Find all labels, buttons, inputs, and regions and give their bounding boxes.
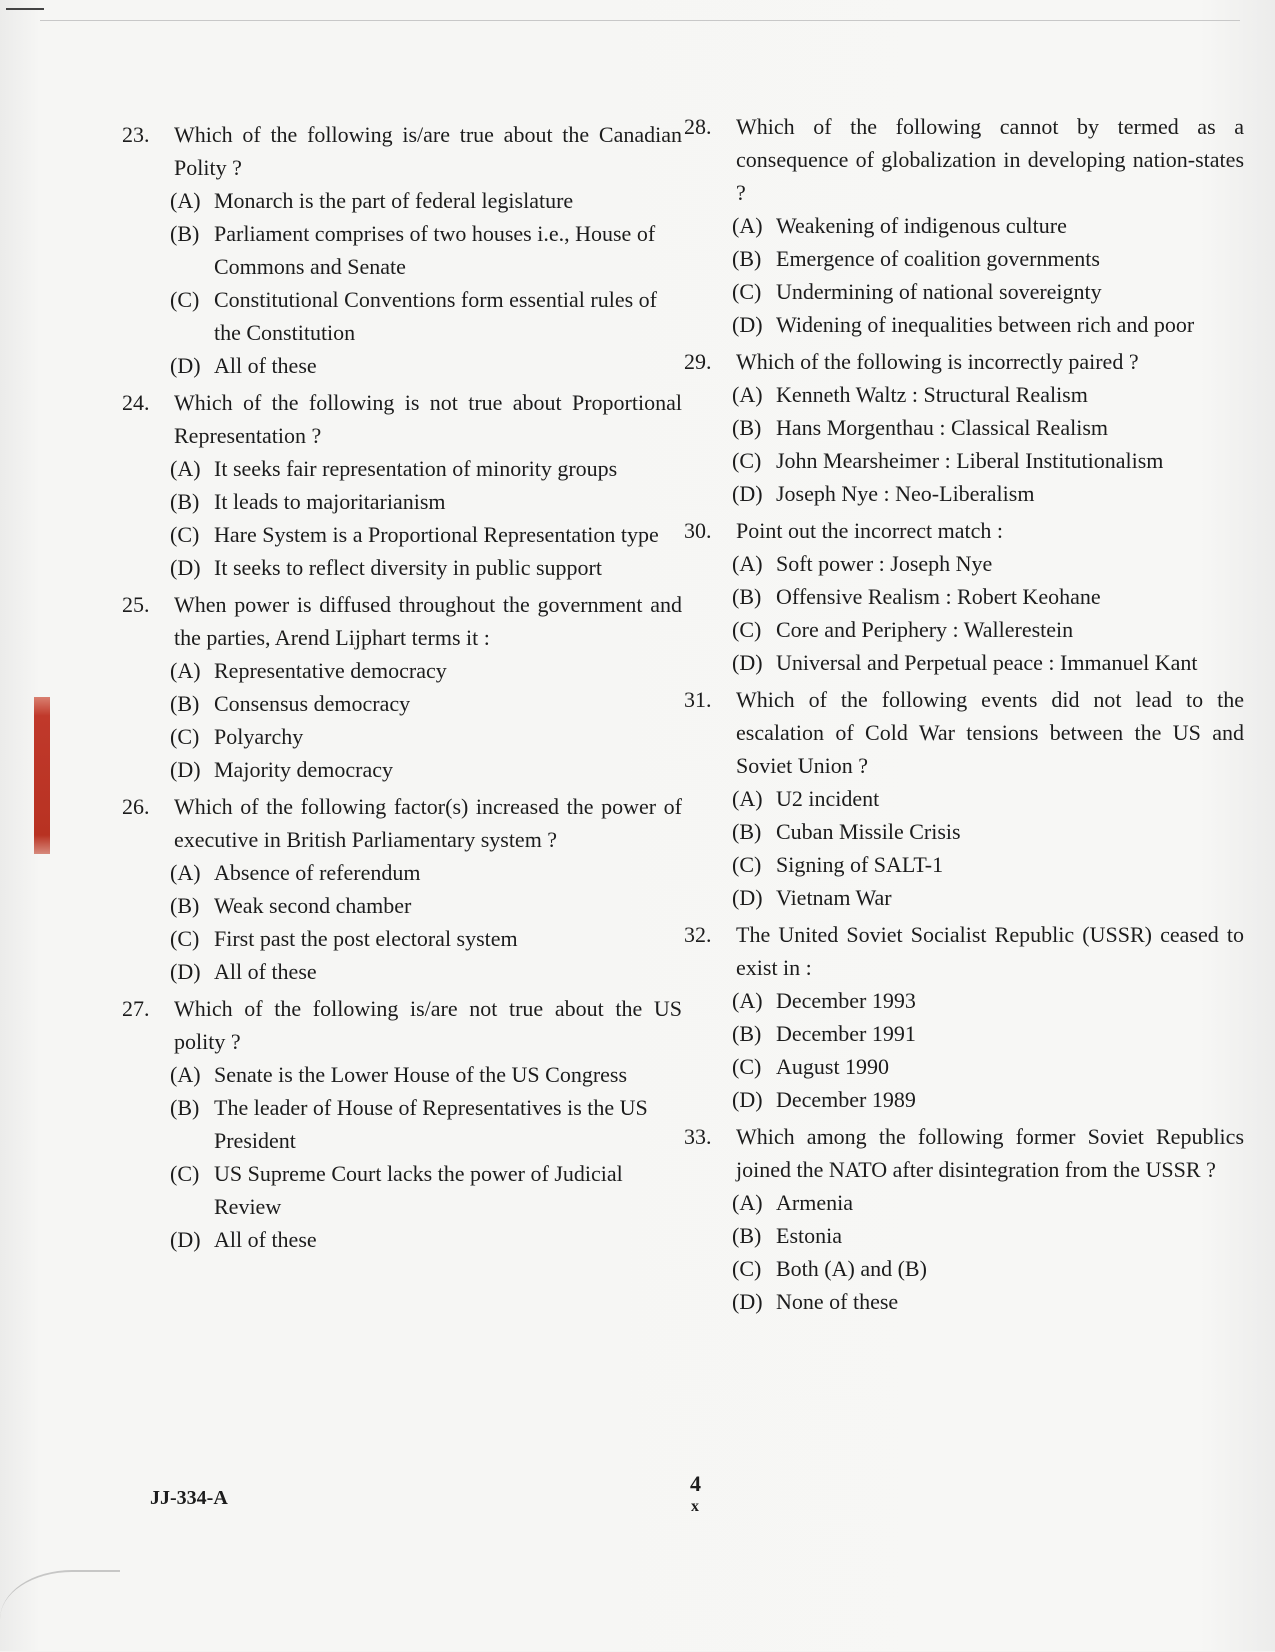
- option-text: Constitutional Conventions form essential rules of the Constitution: [214, 287, 658, 345]
- answer-option: [170, 1091, 682, 1157]
- option-text: U2 incident: [776, 786, 880, 811]
- option-text: December 1989: [776, 1087, 916, 1112]
- option-label: (C): [732, 1256, 762, 1281]
- option-label: (D): [170, 353, 201, 378]
- page-mark: x: [691, 1498, 699, 1515]
- answer-option: [732, 646, 1244, 679]
- question-text: Which of the following factor(s) increased the power of executive in British Parliamentary system ?: [174, 794, 682, 852]
- option-label: (C): [170, 522, 200, 547]
- option-label: (D): [732, 1289, 763, 1314]
- binding-strip: [34, 697, 50, 854]
- question-stem: [684, 683, 1244, 782]
- option-text: John Mearsheimer : Liberal Institutionalism: [776, 448, 1164, 473]
- option-text: Weak second chamber: [214, 893, 412, 918]
- question-text: When power is diffused throughout the government and the parties, Arend Lijphart terms it :: [174, 592, 682, 650]
- answer-option: [170, 687, 682, 720]
- option-label: (D): [170, 1227, 201, 1252]
- answer-option: [732, 782, 1244, 815]
- option-text: It leads to majoritarianism: [214, 489, 446, 514]
- option-text: Parliament comprises of two houses i.e., House of Commons and Senate: [214, 221, 656, 279]
- option-text: Senate is the Lower House of the US Congress: [214, 1062, 628, 1087]
- question-29: [684, 345, 1244, 510]
- question-number: 23.: [122, 122, 150, 147]
- option-text: August 1990: [776, 1054, 890, 1079]
- answer-option: [170, 654, 682, 687]
- question-text: Which among the following former Soviet Republics joined the NATO after disintegration from the USSR ?: [736, 1124, 1244, 1182]
- question-31: [684, 683, 1244, 914]
- option-label: (A): [732, 988, 763, 1013]
- question-26: [122, 790, 682, 988]
- question-number: 24.: [122, 390, 150, 415]
- question-text: Which of the following is/are true about the Canadian Polity ?: [174, 122, 682, 180]
- option-text: Armenia: [776, 1190, 853, 1215]
- option-label: (D): [732, 312, 763, 337]
- answer-option: [732, 881, 1244, 914]
- question-25: [122, 588, 682, 786]
- answer-option: [170, 1223, 682, 1256]
- answer-option: [170, 1058, 682, 1091]
- option-label: (C): [170, 724, 200, 749]
- option-text: Widening of inequalities between rich and poor: [776, 312, 1195, 337]
- question-33: [684, 1120, 1244, 1318]
- question-stem: [122, 118, 682, 184]
- option-label: (B): [170, 221, 200, 246]
- answer-option: [732, 209, 1244, 242]
- option-label: (A): [732, 213, 763, 238]
- option-text: Hans Morgenthau : Classical Realism: [776, 415, 1108, 440]
- answer-option: [170, 452, 682, 485]
- option-label: (B): [732, 246, 762, 271]
- question-stem: [122, 588, 682, 654]
- answer-option: [170, 753, 682, 786]
- answer-option: [170, 283, 682, 349]
- option-label: (A): [732, 1190, 763, 1215]
- question-text: Which of the following is not true about Proportional Representation ?: [174, 390, 682, 448]
- option-label: (C): [732, 448, 762, 473]
- question-stem: [122, 386, 682, 452]
- question-24: [122, 386, 682, 584]
- answer-option: [732, 1083, 1244, 1116]
- option-label: (B): [732, 1021, 762, 1046]
- option-text: Majority democracy: [214, 757, 393, 782]
- option-text: Vietnam War: [776, 885, 892, 910]
- answer-option: [732, 1017, 1244, 1050]
- option-label: (A): [732, 551, 763, 576]
- answer-option: [170, 1157, 682, 1223]
- answer-option: [732, 580, 1244, 613]
- question-stem: [122, 790, 682, 856]
- option-label: (B): [732, 415, 762, 440]
- option-label: (A): [170, 1062, 201, 1087]
- option-label: (D): [170, 555, 201, 580]
- answer-option: [170, 518, 682, 551]
- question-text: The United Soviet Socialist Republic (USSR) ceased to exist in :: [736, 922, 1244, 980]
- option-text: Signing of SALT-1: [776, 852, 944, 877]
- option-text: Kenneth Waltz : Structural Realism: [776, 382, 1088, 407]
- option-text: Weakening of indigenous culture: [776, 213, 1067, 238]
- top-rule: [40, 20, 1240, 21]
- question-number: 26.: [122, 794, 150, 819]
- right-column: [684, 110, 1244, 1322]
- question-32: [684, 918, 1244, 1116]
- answer-option: [732, 444, 1244, 477]
- option-text: Offensive Realism : Robert Keohane: [776, 584, 1101, 609]
- answer-option: [170, 485, 682, 518]
- question-number: 32.: [684, 922, 712, 947]
- question-28: [684, 110, 1244, 341]
- option-text: Core and Periphery : Wallerestein: [776, 617, 1074, 642]
- option-text: Absence of referendum: [214, 860, 421, 885]
- page-curl: [0, 1570, 120, 1652]
- option-text: Monarch is the part of federal legislature: [214, 188, 574, 213]
- question-stem: [684, 110, 1244, 209]
- answer-option: [732, 848, 1244, 881]
- question-number: 29.: [684, 349, 712, 374]
- question-stem: [122, 992, 682, 1058]
- option-text: US Supreme Court lacks the power of Judicial Review: [214, 1161, 623, 1219]
- option-text: All of these: [214, 1227, 317, 1252]
- question-30: [684, 514, 1244, 679]
- question-text: Which of the following is/are not true about the US polity ?: [174, 996, 682, 1054]
- option-text: All of these: [214, 959, 317, 984]
- option-text: Universal and Perpetual peace : Immanuel Kant: [776, 650, 1198, 675]
- answer-option: [732, 815, 1244, 848]
- paper-code: JJ-334-A: [150, 1487, 228, 1509]
- answer-option: [732, 1186, 1244, 1219]
- option-label: (D): [170, 757, 201, 782]
- option-label: (B): [170, 489, 200, 514]
- question-stem: [684, 514, 1244, 547]
- option-label: (C): [170, 926, 200, 951]
- page-number: 4: [690, 1471, 701, 1496]
- option-label: (A): [170, 456, 201, 481]
- question-stem: [684, 918, 1244, 984]
- answer-option: [732, 1285, 1244, 1318]
- option-label: (C): [732, 617, 762, 642]
- answer-option: [732, 1252, 1244, 1285]
- answer-option: [732, 308, 1244, 341]
- option-text: All of these: [214, 353, 317, 378]
- option-label: (C): [170, 287, 200, 312]
- option-text: It seeks fair representation of minority groups: [214, 456, 618, 481]
- answer-option: [170, 889, 682, 922]
- question-text: Point out the incorrect match :: [736, 518, 1003, 543]
- question-23: [122, 118, 682, 382]
- option-text: Hare System is a Proportional Representation type: [214, 522, 659, 547]
- option-label: (A): [170, 188, 201, 213]
- answer-option: [170, 349, 682, 382]
- question-number: 28.: [684, 114, 712, 139]
- question-stem: [684, 1120, 1244, 1186]
- answer-option: [732, 613, 1244, 646]
- question-text: Which of the following cannot by termed as a consequence of globalization in developing nation-states ?: [736, 114, 1244, 205]
- option-label: (A): [732, 382, 763, 407]
- option-label: (C): [732, 279, 762, 304]
- option-text: First past the post electoral system: [214, 926, 518, 951]
- option-label: (A): [732, 786, 763, 811]
- answer-option: [732, 242, 1244, 275]
- option-text: Cuban Missile Crisis: [776, 819, 961, 844]
- corner-mark: [6, 8, 44, 10]
- question-stem: [684, 345, 1244, 378]
- question-number: 25.: [122, 592, 150, 617]
- option-text: Both (A) and (B): [776, 1256, 927, 1281]
- option-label: (C): [170, 1161, 200, 1186]
- option-text: Emergence of coalition governments: [776, 246, 1100, 271]
- answer-option: [732, 1219, 1244, 1252]
- option-label: (B): [732, 584, 762, 609]
- answer-option: [732, 411, 1244, 444]
- question-number: 27.: [122, 996, 150, 1021]
- option-label: (D): [732, 885, 763, 910]
- option-text: Polyarchy: [214, 724, 304, 749]
- option-label: (C): [732, 852, 762, 877]
- option-text: Representative democracy: [214, 658, 447, 683]
- answer-option: [170, 217, 682, 283]
- question-number: 33.: [684, 1124, 712, 1149]
- option-label: (A): [170, 658, 201, 683]
- question-text: Which of the following events did not lead to the escalation of Cold War tensions between the US and Soviet Union ?: [736, 687, 1244, 778]
- option-label: (A): [170, 860, 201, 885]
- option-text: Soft power : Joseph Nye: [776, 551, 993, 576]
- answer-option: [732, 547, 1244, 580]
- answer-option: [170, 856, 682, 889]
- answer-option: [732, 1050, 1244, 1083]
- option-text: Consensus democracy: [214, 691, 411, 716]
- option-text: It seeks to reflect diversity in public support: [214, 555, 602, 580]
- option-label: (B): [170, 691, 200, 716]
- option-label: (B): [732, 819, 762, 844]
- option-label: (D): [732, 650, 763, 675]
- question-text: Which of the following is incorrectly paired ?: [736, 349, 1139, 374]
- answer-option: [732, 378, 1244, 411]
- option-label: (B): [170, 1095, 200, 1120]
- option-text: Undermining of national sovereignty: [776, 279, 1102, 304]
- option-label: (D): [732, 481, 763, 506]
- option-label: (D): [732, 1087, 763, 1112]
- option-label: (C): [732, 1054, 762, 1079]
- option-text: None of these: [776, 1289, 899, 1314]
- answer-option: [732, 275, 1244, 308]
- answer-option: [170, 720, 682, 753]
- question-number: 30.: [684, 518, 712, 543]
- option-text: December 1991: [776, 1021, 916, 1046]
- option-text: Joseph Nye : Neo-Liberalism: [776, 481, 1035, 506]
- answer-option: [732, 477, 1244, 510]
- option-label: (B): [732, 1223, 762, 1248]
- answer-option: [732, 984, 1244, 1017]
- left-column: [122, 118, 682, 1260]
- question-number: 31.: [684, 687, 712, 712]
- answer-option: [170, 184, 682, 217]
- answer-option: [170, 922, 682, 955]
- answer-option: [170, 955, 682, 988]
- option-text: Estonia: [776, 1223, 842, 1248]
- question-27: [122, 992, 682, 1256]
- option-text: December 1993: [776, 988, 916, 1013]
- option-label: (B): [170, 893, 200, 918]
- answer-option: [170, 551, 682, 584]
- option-label: (D): [170, 959, 201, 984]
- option-text: The leader of House of Representatives is the US President: [214, 1095, 648, 1153]
